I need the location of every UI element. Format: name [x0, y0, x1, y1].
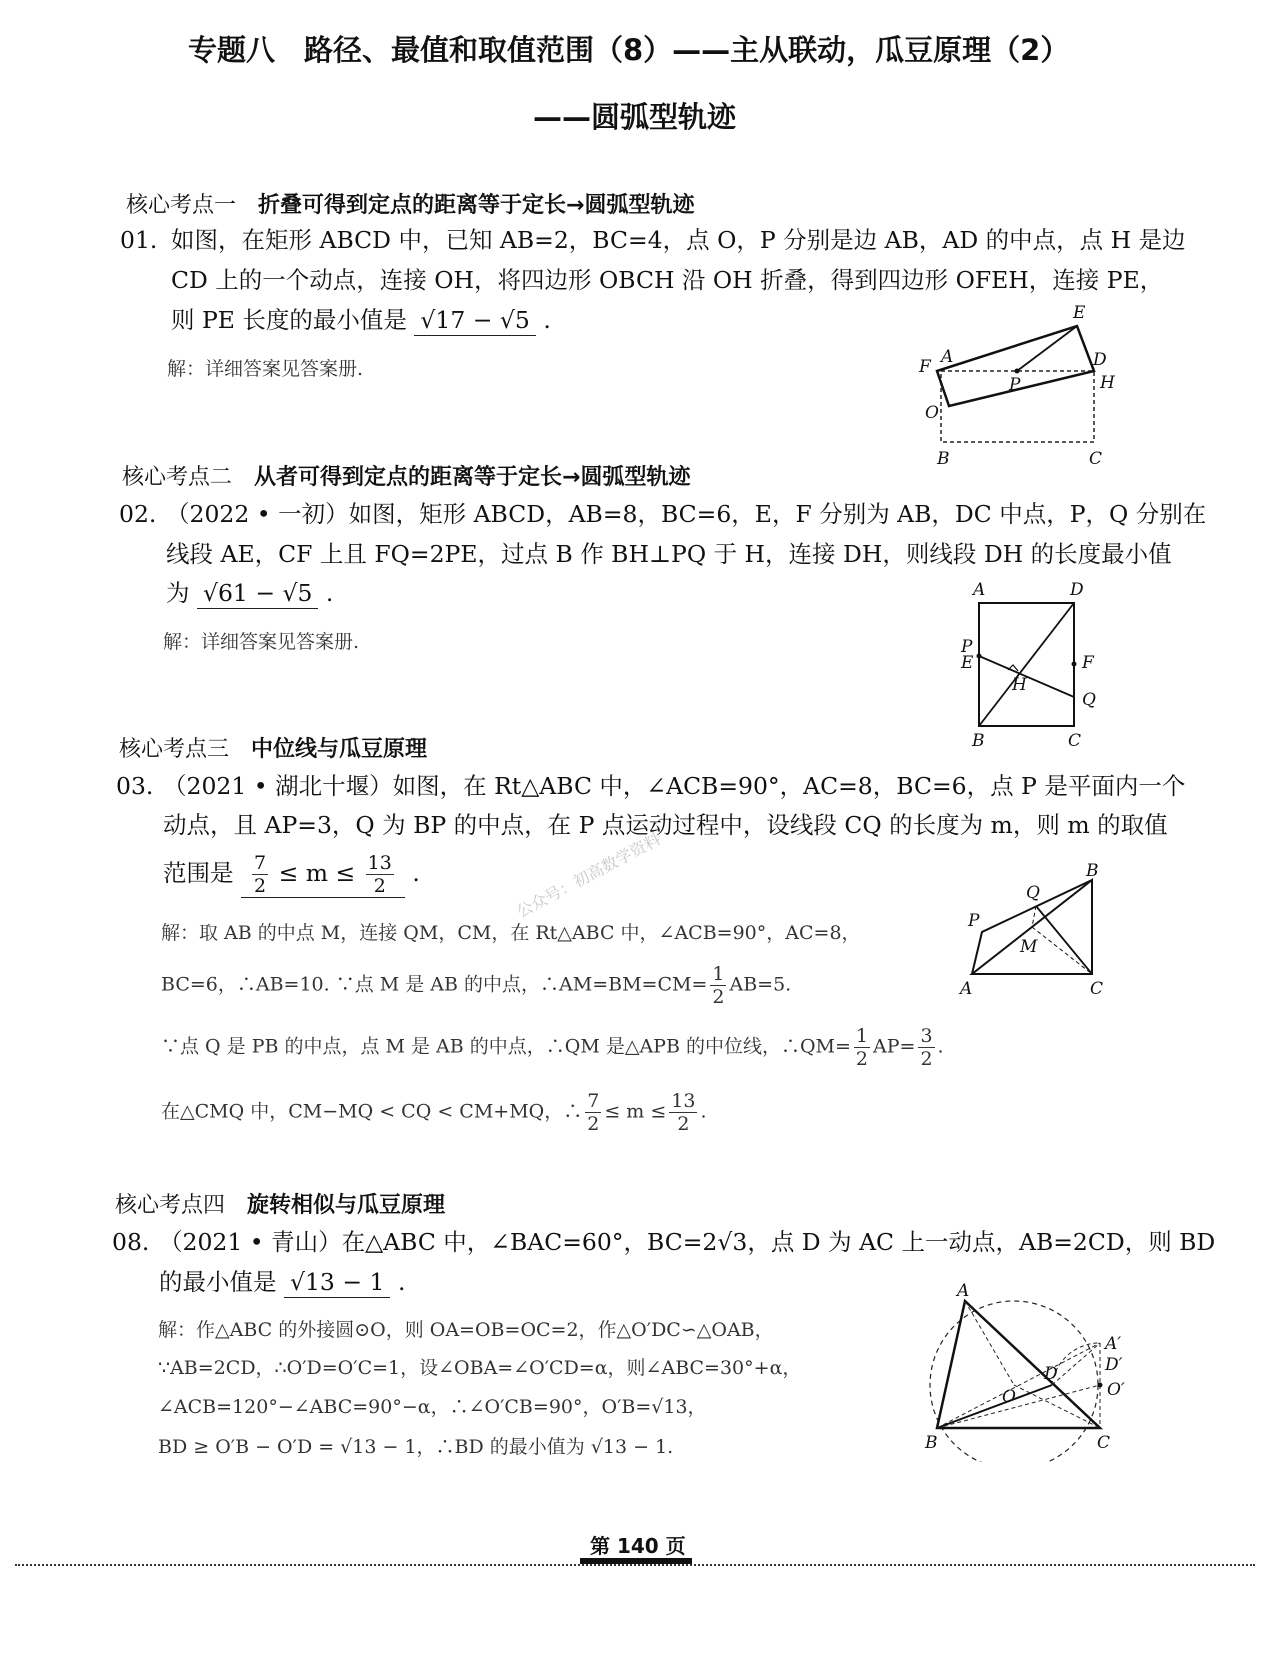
question-line: 如图，在矩形 ABCD 中，已知 AB=2，BC=4，点 O，P 分别是边 AB，AD 的中点，点 H 是边: [171, 226, 1186, 254]
footer-divider: [15, 1564, 1255, 1566]
question-line: 线段 AE，CF 上且 FQ=2PE，过点 B 作 BH⊥PQ 于 H，连接 DH，则线段 DH 的长度最小值: [166, 540, 1172, 568]
question-text: 的最小值是: [159, 1268, 277, 1296]
label-o: O: [925, 403, 939, 423]
section-label: 核心考点四: [115, 1193, 226, 1218]
solution-text: 解：作△ABC 的外接圆⊙O，则 OA=OB=OC=2，作△O′DC∽△OAB，: [158, 1319, 774, 1341]
section-name: 从者可得到定点的距离等于定长→圆弧型轨迹: [254, 465, 691, 490]
question-number: 08.: [112, 1228, 150, 1256]
label-b: B: [972, 731, 985, 751]
solution-text: [161, 1025, 944, 1070]
section-heading-4: [115, 1188, 445, 1219]
label-e: E: [1073, 303, 1086, 323]
answer-blank: [241, 852, 405, 898]
answer-blank: √17 − √5: [414, 305, 535, 336]
question-line: （2021 • 青山）在△ABC 中，∠BAC=60°，BC=2√3，点 D 为 AC 上一动点，AB=2CD，则 BD: [159, 1228, 1216, 1256]
denominator: 2: [855, 1048, 869, 1070]
section-name: 旋转相似与瓜豆原理: [247, 1193, 446, 1218]
point-f: [1072, 662, 1077, 667]
segment-ba2: [937, 1343, 1100, 1428]
label-c: C: [1068, 731, 1082, 751]
section-label: 核心考点三: [119, 737, 230, 762]
segment-ao: [965, 1301, 1014, 1385]
label-p: P: [968, 911, 980, 931]
denominator: 2: [587, 1113, 600, 1135]
label-p: P: [1009, 375, 1021, 395]
label-d: D: [1093, 350, 1107, 370]
label-d: D: [1070, 580, 1084, 600]
solution-text: ∠ACB=120°−∠ABC=90°−α，∴∠O′CB=90°，O′B=√13，: [158, 1396, 707, 1418]
numerator: 1: [712, 963, 725, 985]
section-heading-2: [122, 460, 690, 491]
question-text: .: [412, 859, 420, 887]
numerator: 13: [671, 1090, 696, 1112]
question-text: 为: [166, 579, 190, 607]
segment-oc: [1014, 1385, 1100, 1428]
figure-rectangle-bh: [950, 580, 1110, 755]
question-line: （2021 • 湖北十堰）如图，在 Rt△ABC 中，∠ACB=90°，AC=8，BC=6，点 P 是平面内一个: [163, 772, 1186, 800]
question-line: [159, 1262, 405, 1302]
page-number: 第 140 页: [590, 1534, 686, 1558]
label-o-prime: O′: [1107, 1380, 1125, 1400]
label-q: Q: [1026, 883, 1040, 903]
question-line: [171, 300, 551, 340]
point-p: [977, 654, 982, 659]
label-m: M: [1020, 937, 1038, 957]
question-text: .: [397, 1268, 406, 1296]
segment-dh: [979, 603, 1074, 726]
numerator: 7: [253, 852, 267, 874]
section-label: 核心考点一: [126, 193, 237, 218]
segment-bd: [937, 1385, 1052, 1428]
segment-cq: [1036, 906, 1092, 974]
label-a: A: [960, 979, 973, 999]
solution-fragment: BC=6，∴AB=10. ∵点 M 是 AB 的中点，∴AM=BM=CM=: [161, 973, 708, 996]
label-h: H: [1012, 675, 1027, 695]
fraction: [252, 852, 268, 897]
question-line: [166, 573, 333, 613]
circumcircle: [930, 1301, 1098, 1462]
label-a: A: [941, 347, 954, 367]
label-b: B: [1086, 862, 1099, 881]
solution-fragment: .: [700, 1100, 707, 1123]
solution-text: [161, 1090, 707, 1135]
figure-triangle-apb: [950, 862, 1110, 1002]
label-d-prime: D′: [1105, 1355, 1123, 1375]
question-line: CD 上的一个动点，连接 OH，将四边形 OBCH 沿 OH 折叠，得到四边形 OFEH，连接 PE，: [171, 266, 1164, 294]
solution-fragment: 在△CMQ 中，CM−MQ < CQ < CM+MQ，∴: [161, 1100, 583, 1123]
fraction: [918, 1025, 934, 1070]
section-heading-1: [126, 188, 694, 219]
label-f: F: [1082, 653, 1094, 673]
question-number: 03.: [116, 772, 154, 800]
page-subtitle: ——圆弧型轨迹: [533, 100, 737, 134]
solution-text: 解：详细答案见答案册.: [167, 358, 364, 380]
section-name: 折叠可得到定点的距离等于定长→圆弧型轨迹: [258, 193, 695, 218]
section-heading-3: [119, 732, 427, 763]
label-b: B: [925, 1433, 938, 1453]
solution-text: BD ≥ O′B − O′D = √13 − 1，∴BD 的最小值为 √13 − 1.: [158, 1436, 674, 1458]
question-number: 01.: [120, 226, 158, 254]
denominator: 2: [677, 1113, 690, 1135]
solution-fragment: ≤ m ≤: [604, 1100, 667, 1123]
page-title: 专题八 路径、最值和取值范围（8）——主从联动，瓜豆原理（2）: [188, 33, 1070, 67]
solution-fragment: AP=: [873, 1035, 916, 1058]
label-d: D: [1044, 1364, 1058, 1384]
solution-text: [161, 963, 791, 1008]
figure-rectangle-fold: [905, 302, 1125, 467]
question-line: 动点，且 AP=3，Q 为 BP 的中点，在 P 点运动过程中，设线段 CQ 的长度为 m，则 m 的取值: [163, 811, 1168, 839]
label-q: Q: [1082, 690, 1096, 710]
solution-text: 解：取 AB 的中点 M，连接 QM，CM，在 Rt△ABC 中，∠ACB=90°，AC=8，: [161, 922, 861, 944]
watermark: 公众号：初高数学资料: [513, 829, 664, 922]
solution-text: ∵AB=2CD，∴O′D=O′C=1，设∠OBA=∠O′CD=α，则∠ABC=30°+α，: [158, 1357, 802, 1379]
section-label: 核心考点二: [122, 465, 233, 490]
figure-circumcircle: [915, 1282, 1140, 1462]
numerator: 3: [920, 1025, 933, 1047]
solution-fragment: .: [937, 1035, 944, 1058]
label-c: C: [1090, 979, 1104, 999]
denominator: 2: [373, 875, 386, 897]
solution-text: 解：详细答案见答案册.: [163, 631, 360, 653]
denominator: 2: [712, 986, 725, 1008]
numerator: 7: [587, 1090, 600, 1112]
question-text: 则 PE 长度的最小值是: [171, 306, 407, 334]
denominator: 2: [920, 1048, 933, 1070]
answer-blank: √61 − √5: [197, 578, 318, 609]
numerator: 1: [855, 1025, 869, 1047]
solution-fragment: AB=5.: [729, 973, 792, 996]
solution-fragment: ∵点 Q 是 PB 的中点，点 M 是 AB 的中点，∴QM 是△APB 的中位线，∴QM=: [161, 1035, 851, 1058]
label-a: A: [957, 1282, 970, 1301]
answer-blank: √13 − 1: [284, 1267, 390, 1298]
point-o2: [1098, 1383, 1103, 1388]
label-a: A: [973, 580, 986, 600]
question-number: 02.: [119, 500, 157, 528]
question-line: [163, 852, 420, 898]
label-o: O: [1002, 1387, 1016, 1407]
label-b: B: [937, 449, 950, 467]
segment-pe: [1017, 326, 1077, 371]
question-text: 范围是: [163, 859, 234, 887]
fraction: [585, 1090, 601, 1135]
question-text: .: [543, 306, 551, 334]
label-f: F: [919, 357, 931, 377]
denominator: 2: [253, 875, 267, 897]
label-a-prime: A′: [1105, 1334, 1122, 1354]
point-p: [1015, 369, 1020, 374]
segment-cm: [1032, 927, 1092, 974]
numerator: 13: [367, 852, 392, 874]
label-e: E: [961, 653, 974, 673]
label-p: P: [961, 637, 973, 657]
label-c: C: [1097, 1433, 1111, 1453]
fraction: [854, 1025, 870, 1070]
label-h: H: [1100, 373, 1115, 393]
fraction: [669, 1090, 697, 1135]
question-line: （2022 • 一初）如图，矩形 ABCD，AB=8，BC=6，E，F 分别为 AB，DC 中点，P，Q 分别在: [166, 500, 1207, 528]
fraction: [366, 852, 394, 897]
question-text: .: [325, 579, 334, 607]
fraction: [710, 963, 726, 1008]
label-c: C: [1089, 449, 1103, 467]
inequality: ≤ m ≤: [278, 859, 356, 887]
section-name: 中位线与瓜豆原理: [251, 737, 428, 762]
